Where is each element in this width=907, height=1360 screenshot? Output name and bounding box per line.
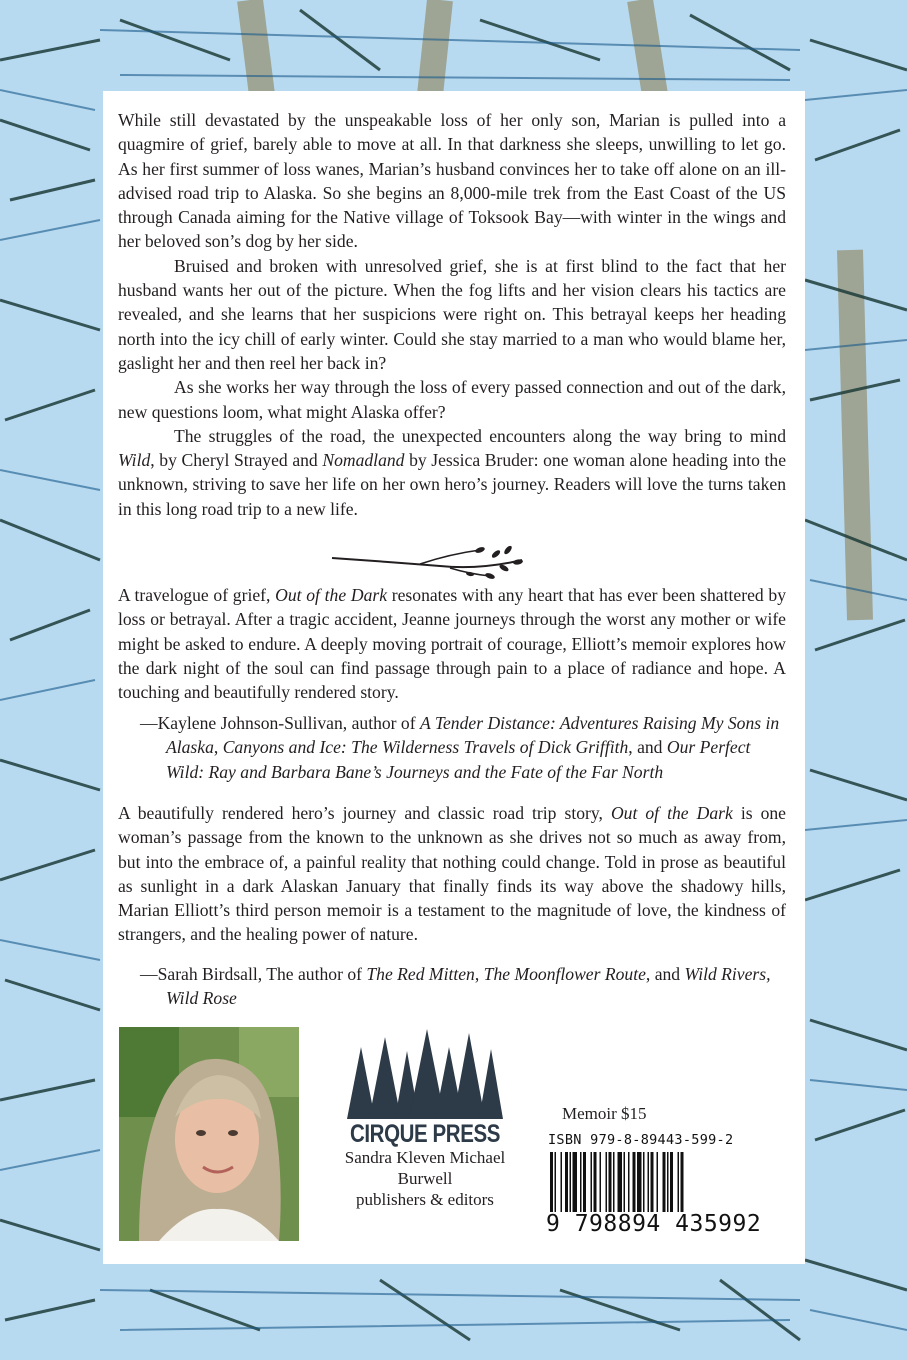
review-2-attribution: [118, 962, 786, 1011]
barcode-bar: [565, 1152, 568, 1212]
barcode-bar: [580, 1152, 582, 1212]
barcode-bar: [651, 1152, 654, 1212]
barcode-bar: [609, 1152, 612, 1212]
review-2-book-3: Wild Rivers, Wild Rose: [166, 964, 771, 1009]
review-1-sep-2: , and: [628, 737, 667, 758]
review-1-title: Out of the Dark: [275, 585, 388, 605]
book-blurb: [118, 108, 786, 521]
barcode-bar: [555, 1152, 557, 1212]
barcode: [548, 1152, 748, 1212]
barcode-bar: [606, 1152, 608, 1212]
blurb-p4-text-b: , by Cheryl Strayed and: [150, 450, 323, 471]
barcode-bar: [633, 1152, 636, 1212]
barcode-bar: [594, 1152, 597, 1212]
review-2-sep-1: ,: [474, 964, 484, 984]
barcode-bar: [670, 1152, 673, 1212]
publisher-logo: [330, 1027, 520, 1242]
editors-line-3: publishers & editors: [356, 1190, 494, 1209]
barcode-bar: [663, 1152, 666, 1212]
barcode-bar: [573, 1152, 578, 1212]
review-2-book-1: The Red Mitten: [366, 964, 475, 984]
publisher-name: CIRQUE PRESS: [349, 1120, 501, 1148]
barcode-bar: [648, 1152, 650, 1212]
review-2-author: —Sarah Birdsall, The author of: [140, 964, 367, 984]
blurb-p4-text-c: by Jessica Bruder: one woman alone heading into the unknown, striving to save her life on her own hero’s journey. Readers will love the turns taken in this long road trip to a new life.: [118, 450, 786, 519]
barcode-bar: [678, 1152, 680, 1212]
isbn-text: ISBN 979-8-89443-599-2: [548, 1132, 734, 1148]
review-1-text-a: A travelogue of grief,: [118, 585, 276, 605]
review-1-book-3: Our Perfect Wild: Ray and Barbara Bane’s Journeys and the Fate of the Far North: [166, 737, 751, 782]
blurb-paragraph-2: Bruised and broken with unresolved grief, she is at first blind to the fact that her husband wants her out of the picture. When the fog lifts and her vision clears his tactics are revealed, and she learns that her suspicions were right on. This betrayal keeps her heading north into the icy chill of early winter. Could she stay married to a man who would blame her, gaslight her and then reel her back in?: [118, 255, 786, 373]
barcode-bar: [591, 1152, 593, 1212]
review-1-attribution-block: [118, 711, 786, 784]
barcode-number: 9 798894 435992: [546, 1211, 762, 1237]
editors-line-2: Burwell: [397, 1169, 453, 1188]
barcode-bar: [624, 1152, 626, 1212]
publisher-editors: [330, 1147, 520, 1210]
review-2-title: Out of the Dark: [610, 803, 733, 823]
blurb-paragraph-1: While still devastated by the unspeakable loss of her only son, Marian is pulled into a quagmire of grief, barely able to move at all. In that darkness she sleeps, unwilling to let go. As her first summer of loss wanes, Marian’s husband convinces her to take off alone on an ill-advised road trip to Alaska. So she begins an 8,000-mile trek from the East Coast of the US through Canada aiming for the Native village of Toksook Bay—with winter in the wings and her beloved son’s dog by her side.: [118, 110, 786, 252]
barcode-bar: [583, 1152, 586, 1212]
review-2-sep-2: , and: [645, 964, 685, 984]
review-1-author: —Kaylene Johnson-Sullivan, author of: [140, 713, 420, 733]
review-2-text-b: is one woman’s passage from the known to the unknown as she drives not so much as away from, but into the embrace of, a painful reality that nothing could change. Told in prose as beautiful as sunlight in a dark Alaskan January that finally finds its way above the shadowy hills, Marian Elliott’s third person memoir is a testament to the magnitude of love, the kindness of strangers, and the healing power of nature.: [118, 803, 786, 945]
barcode-bar: [613, 1152, 615, 1212]
blurb-book-wild: Wild: [118, 450, 151, 471]
barcode-bar: [667, 1152, 669, 1212]
editors-line-1: Sandra Kleven Michael: [344, 1148, 506, 1167]
barcode-bar: [550, 1152, 553, 1212]
branch-divider-icon: [330, 544, 526, 580]
review-2-text: [118, 801, 786, 947]
blurb-p4-text-a: The struggles of the road, the unexpected encounters along the way bring to mind: [174, 425, 786, 446]
review-1-text-b: resonates with any heart that has ever been shattered by loss or betrayal. After a tragic accident, Jeanne journeys through the worst any mother or wife might be asked to endure. A deeply moving portrait of courage, Elliott’s memoir explores how the dark night of the soul can find passage through pain to a place of radiance and hope. A touching and beautifully rendered story.: [118, 585, 786, 703]
barcode-bar: [643, 1152, 645, 1212]
pine-trees-icon: [345, 1027, 505, 1119]
barcode-bar: [570, 1152, 572, 1212]
review-1-text: [118, 583, 786, 704]
blurb-paragraph-4: [118, 424, 786, 521]
barcode-bar: [561, 1152, 563, 1212]
review-2-text-a: A beautifully rendered hero’s journey and classic road trip story,: [118, 803, 611, 823]
review-2: [118, 801, 786, 947]
barcode-bar: [600, 1152, 602, 1212]
review-1-book-1: A Tender Distance: Adventures Raising My Sons in Alaska: [166, 713, 780, 758]
barcode-bar: [618, 1152, 623, 1212]
barcode-bar: [637, 1152, 642, 1212]
review-2-attribution-block: [118, 962, 786, 1011]
review-1-sep-1: ,: [213, 737, 223, 758]
author-photo: [119, 1027, 299, 1241]
review-1-book-2: Canyons and Ice: The Wilderness Travels of Dick Griffith: [222, 737, 629, 758]
barcode-bar: [681, 1152, 684, 1212]
price-label: Memoir $15: [562, 1104, 647, 1123]
review-1: [118, 583, 786, 704]
barcode-bar: [628, 1152, 630, 1212]
review-2-book-2: The Moonflower Route: [483, 964, 646, 984]
blurb-paragraph-3: As she works her way through the loss of every passed connection and out of the dark, new questions loom, what might Alaska offer?: [118, 377, 786, 422]
barcode-bar: [657, 1152, 659, 1212]
blurb-book-nomadland: Nomadland: [322, 450, 405, 471]
review-1-attribution: [118, 711, 786, 784]
